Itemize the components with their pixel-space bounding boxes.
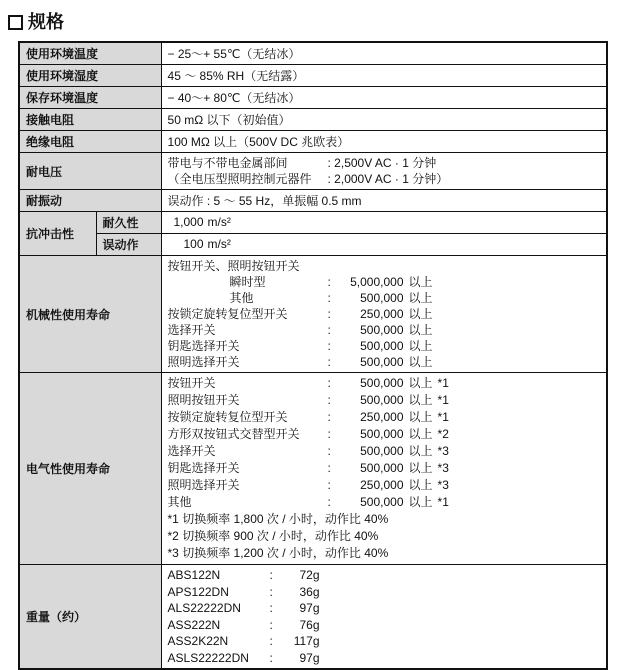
spec-line	[168, 354, 601, 370]
weight-line	[168, 567, 601, 584]
row-value	[161, 153, 607, 190]
table-row	[19, 131, 607, 153]
table-row	[19, 256, 607, 373]
spec-line	[168, 171, 601, 187]
spec-line	[168, 215, 601, 230]
spec-colon: :	[269, 568, 273, 582]
spec-colon: :	[327, 393, 331, 407]
spec-colon: :	[269, 601, 273, 615]
footnote-marker: *1	[437, 495, 449, 509]
spec-name: 按钮开关	[167, 376, 216, 390]
spec-name: 按锁定旋转复位型开关	[167, 307, 288, 321]
spec-line	[168, 274, 601, 290]
spec-number: 250,000	[360, 307, 404, 321]
spec-line	[168, 322, 601, 338]
spec-number: 500,000	[360, 355, 404, 369]
row-value	[161, 234, 607, 256]
spec-suffix: 以上	[408, 427, 433, 441]
row-value: 45 ～ 85% RH（无结露）	[161, 65, 607, 87]
spec-name: （全电压型照明控制元器件	[167, 172, 312, 186]
spec-colon: :	[327, 323, 331, 337]
spec-number: 500,000	[360, 291, 404, 305]
weight-line	[168, 633, 601, 650]
spec-suffix: 以上	[408, 461, 433, 475]
model-name: ASS2K22N	[167, 634, 229, 648]
spec-suffix: 以上	[408, 495, 433, 509]
spec-number: 100	[183, 237, 204, 251]
spec-suffix: 以上	[408, 291, 433, 305]
spec-colon: :	[327, 355, 331, 369]
footnote-marker: *3	[437, 461, 449, 475]
spec-value: : 2,000V AC · 1 分钟）	[327, 172, 449, 186]
spec-name: 照明按钮开关	[167, 393, 240, 407]
row-label: 重量（约）	[19, 565, 161, 670]
footnote: *2 切换频率 900 次 / 小时，动作比 40%	[167, 529, 379, 543]
weight-line	[168, 600, 601, 617]
table-row	[19, 190, 607, 212]
spec-line	[168, 392, 601, 409]
footnote-marker: *1	[437, 410, 449, 424]
row-value: 100 MΩ 以上（500V DC 兆欧表）	[161, 131, 607, 153]
spec-name: 带电与不带电金属部间	[167, 156, 288, 170]
model-name: ALS22222DN	[167, 601, 241, 615]
row-value	[161, 373, 607, 565]
spec-line	[168, 494, 601, 511]
spec-line	[168, 155, 601, 171]
row-label: 接触电阻	[19, 109, 161, 131]
spec-name: 照明选择开关	[167, 478, 240, 492]
row-label: 使用环境温度	[19, 42, 161, 65]
spec-colon: :	[269, 617, 273, 632]
spec-line	[168, 426, 601, 443]
spec-name: 选择开关	[167, 323, 216, 337]
spec-colon: :	[327, 376, 331, 390]
weight-value: 117g	[293, 634, 320, 648]
spec-suffix: 以上	[408, 478, 433, 492]
spec-line	[168, 460, 601, 477]
row-value	[161, 256, 607, 373]
spec-colon: :	[327, 410, 331, 424]
spec-colon: :	[327, 275, 331, 289]
spec-number: 500,000	[360, 444, 404, 458]
spec-value: : 2,500V AC · 1 分钟	[327, 156, 437, 170]
spec-colon: :	[327, 495, 331, 509]
model-name: ASLS22222DN	[167, 650, 249, 665]
spec-name: 方形双按钮式交替型开关	[167, 427, 300, 441]
spec-name: 按钮开关、照明按钮开关	[167, 259, 300, 273]
footnote: *3 切换频率 1,200 次 / 小时，动作比 40%	[167, 546, 389, 560]
table-row	[19, 42, 607, 65]
table-row	[19, 109, 607, 131]
spec-line	[168, 290, 601, 306]
table-row	[19, 153, 607, 190]
weight-value: 97g	[299, 650, 320, 665]
table-row	[19, 65, 607, 87]
weight-line	[168, 617, 601, 634]
spec-line	[168, 375, 601, 392]
spec-number: 1,000	[173, 215, 204, 229]
spec-suffix: 以上	[408, 275, 433, 289]
row-label: 机械性使用寿命	[19, 256, 161, 373]
model-name: ASS222N	[167, 617, 221, 632]
footnote-marker: *3	[437, 478, 449, 492]
spec-line	[168, 409, 601, 426]
spec-number: 500,000	[360, 495, 404, 509]
row-label: 保存环境温度	[19, 87, 161, 109]
spec-name: 按锁定旋转复位型开关	[167, 410, 288, 424]
spec-number: 500,000	[360, 323, 404, 337]
spec-suffix: 以上	[408, 307, 433, 321]
spec-colon: :	[327, 307, 331, 321]
page-title-text: 规格	[28, 12, 64, 32]
spec-colon: :	[269, 584, 273, 599]
table-row	[19, 212, 607, 234]
spec-number: 5,000,000	[350, 275, 404, 289]
row-label: 耐振动	[19, 190, 161, 212]
row-value: 50 mΩ 以下（初始值）	[161, 109, 607, 131]
table-row	[19, 234, 607, 256]
spec-colon: :	[327, 427, 331, 441]
spec-number: 500,000	[360, 393, 404, 407]
spec-number: 250,000	[360, 410, 404, 424]
spec-line	[168, 258, 601, 274]
spec-name: 照明选择开关	[167, 355, 240, 369]
spec-colon: :	[327, 478, 331, 492]
spec-unit: m/s²	[207, 215, 231, 229]
weight-line	[168, 584, 601, 601]
spec-colon: :	[327, 444, 331, 458]
table-row	[19, 565, 607, 670]
spec-line	[168, 477, 601, 494]
model-name: ABS122N	[167, 568, 221, 582]
spec-colon: :	[327, 461, 331, 475]
spec-number: 500,000	[360, 427, 404, 441]
spec-suffix: 以上	[408, 393, 433, 407]
spec-name: 瞬时型	[229, 275, 266, 289]
row-label: 抗冲击性	[19, 212, 96, 256]
spec-name: 其他	[229, 291, 254, 305]
weight-line	[168, 650, 601, 667]
spec-line	[168, 443, 601, 460]
weight-value: 76g	[299, 617, 320, 632]
model-name: APS122DN	[167, 584, 229, 599]
spec-colon: :	[269, 650, 273, 665]
row-label: 绝缘电阻	[19, 131, 161, 153]
row-label: 电气性使用寿命	[19, 373, 161, 565]
spec-line	[168, 338, 601, 354]
row-value: − 40～+ 80℃（无结冰）	[161, 87, 607, 109]
spec-colon: :	[327, 339, 331, 353]
spec-name: 选择开关	[167, 444, 216, 458]
row-label: 耐电压	[19, 153, 161, 190]
footnote-marker: *1	[437, 376, 449, 390]
spec-suffix: 以上	[408, 444, 433, 458]
table-row	[19, 373, 607, 565]
spec-name: 钥匙选择开关	[167, 461, 240, 475]
row-sublabel: 耐久性	[96, 212, 161, 234]
spec-number: 500,000	[360, 339, 404, 353]
weight-value: 36g	[299, 584, 320, 599]
spec-colon: :	[269, 634, 273, 648]
spec-colon: :	[327, 291, 331, 305]
footnote-marker: *3	[437, 444, 449, 458]
table-row	[19, 87, 607, 109]
row-sublabel: 误动作	[96, 234, 161, 256]
spec-number: 500,000	[360, 461, 404, 475]
spec-name: 其他	[167, 495, 192, 509]
footnote-marker: *2	[437, 427, 449, 441]
spec-line	[168, 306, 601, 322]
spec-name: 钥匙选择开关	[167, 339, 240, 353]
row-value: − 25～+ 55℃（无结冰）	[161, 42, 607, 65]
spec-suffix: 以上	[408, 410, 433, 424]
spec-line	[168, 237, 601, 252]
spec-suffix: 以上	[408, 376, 433, 390]
spec-suffix: 以上	[408, 355, 433, 369]
spec-number: 250,000	[360, 478, 404, 492]
weight-value: 97g	[299, 601, 320, 615]
weight-value: 72g	[299, 568, 320, 582]
row-label: 使用环境湿度	[19, 65, 161, 87]
spec-number: 500,000	[360, 376, 404, 390]
footnote: *1 切换频率 1,800 次 / 小时，动作比 40%	[167, 512, 389, 526]
spec-suffix: 以上	[408, 339, 433, 353]
spec-table	[18, 41, 608, 670]
spec-unit: m/s²	[207, 237, 231, 251]
page-title	[8, 8, 64, 34]
row-value: 误动作 : 5 ～ 55 Hz，单振幅 0.5 mm	[161, 190, 607, 212]
spec-suffix: 以上	[408, 323, 433, 337]
row-value	[161, 212, 607, 234]
row-value	[161, 565, 607, 670]
square-bullet-icon	[8, 15, 23, 30]
footnote-marker: *1	[437, 393, 449, 407]
